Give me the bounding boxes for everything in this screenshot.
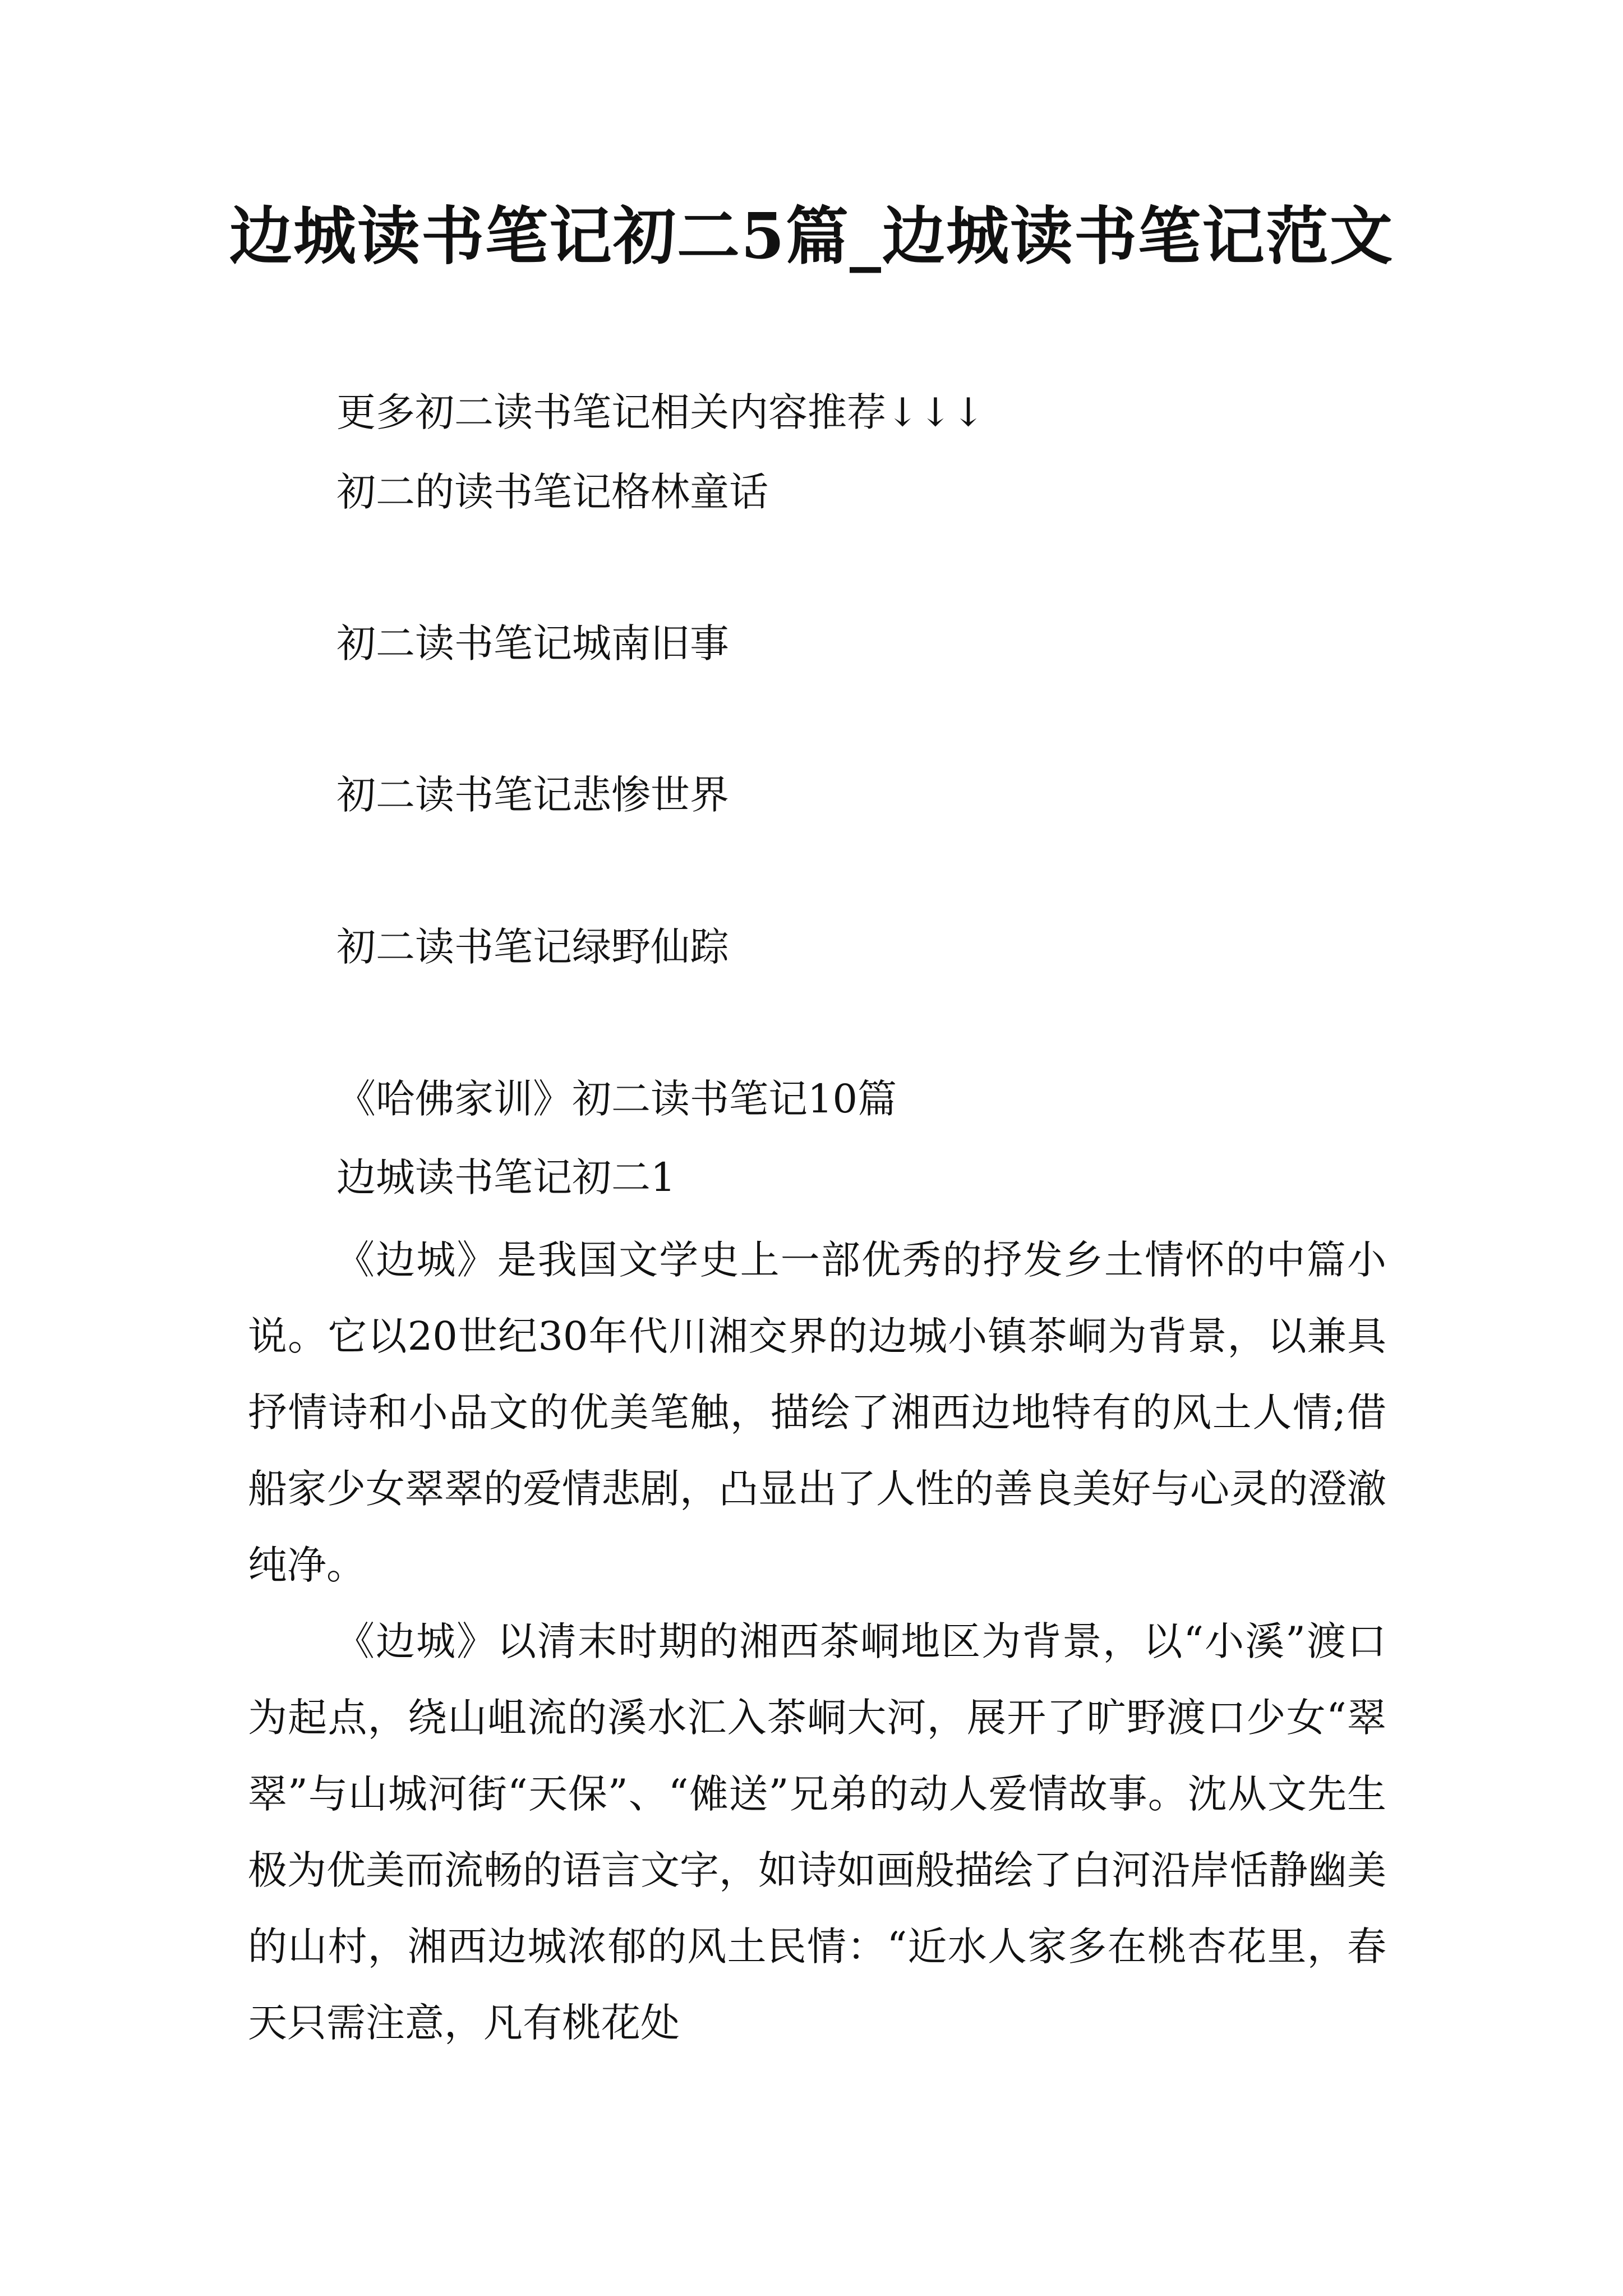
document-title: 边城读书笔记初二5篇_边城读书笔记范文 <box>229 200 1394 273</box>
body-paragraph: 《边城》以清末时期的湘西茶峒地区为背景，以“小溪”渡口为起点，绕山岨流的溪水汇入茶峒大河，展开了旷野渡口少女“翠翠”与山城河街“天保”、“傩送”兄弟的动人爱情故事。沈从文先生极为优美而流畅的语言文字，如诗如画般描绘了白河沿岸恬静幽美的山村，湘西边城浓郁的风土民情：“近水人家多在桃杏花里，春天只需注意，凡有桃花处 <box>248 1618 1386 2046</box>
recommend-link[interactable]: 初二读书笔记城南旧事 <box>336 620 729 666</box>
recommend-link[interactable]: 《哈佛家训》初二读书笔记10篇 <box>336 1076 897 1122</box>
section-heading: 边城读书笔记初二1 <box>336 1154 676 1200</box>
body-paragraph: 《边城》是我国文学史上一部优秀的抒发乡土情怀的中篇小说。它以20世纪30年代川湘交界的边城小镇茶峒为背景，以兼具抒情诗和小品文的优美笔触，描绘了湘西边地特有的风土人情;借船家少女翠翠的爱情悲剧，凸显出了人性的善良美好与心灵的澄澈纯净。 <box>248 1237 1386 1588</box>
recommend-link[interactable]: 初二读书笔记绿野仙踪 <box>336 924 729 970</box>
recommend-heading: 更多初二读书笔记相关内容推荐↓↓↓ <box>336 389 985 435</box>
recommend-link[interactable]: 初二的读书笔记格林童话 <box>336 469 768 515</box>
recommend-link[interactable]: 初二读书笔记悲惨世界 <box>336 772 729 818</box>
